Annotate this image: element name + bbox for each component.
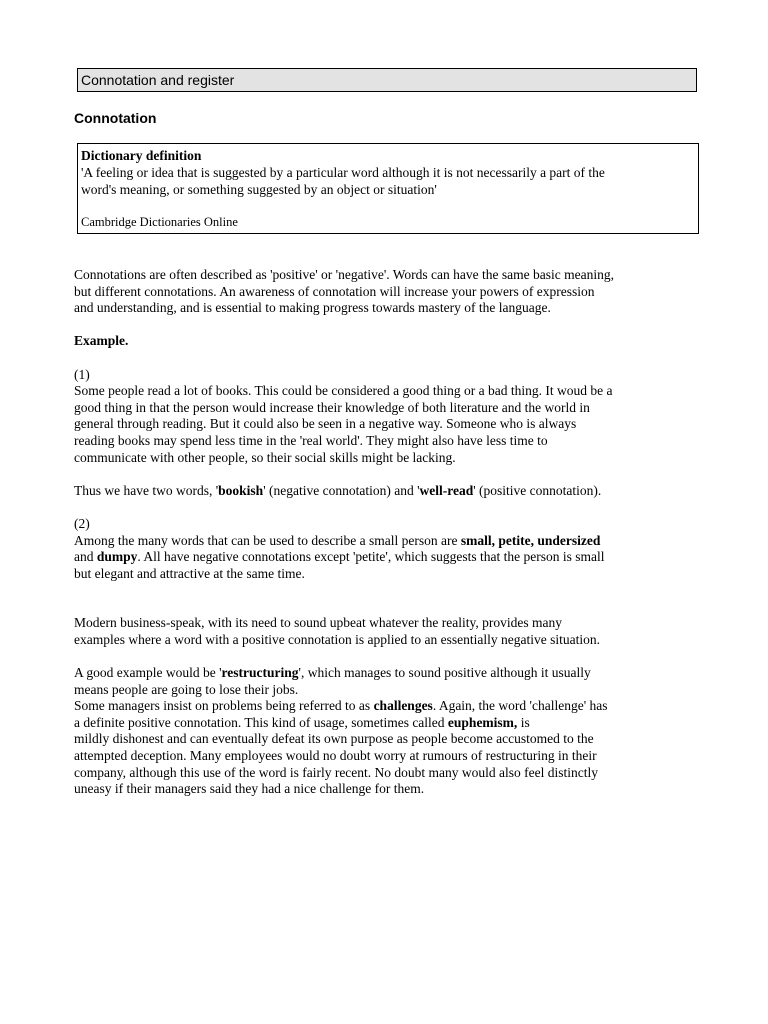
challenges-text: Some managers insist on problems being referred to as xyxy=(74,698,374,714)
example-two-line xyxy=(74,533,704,550)
restructuring-line: means people are going to lose their jobs. xyxy=(74,681,299,697)
challenges-line xyxy=(74,698,704,715)
example-two-text: Among the many words that can be used to describe a small person are xyxy=(74,532,461,548)
term-euphemism: euphemism, xyxy=(447,714,518,730)
challenges-text: a definite positive connotation. This kind of usage, sometimes called xyxy=(74,714,448,730)
example-two-text: and xyxy=(74,549,97,565)
example-number: (1) xyxy=(74,366,90,382)
term-bookish: bookish xyxy=(218,482,264,498)
challenges-line: uneasy if their managers said they had a nice challenge for them. xyxy=(74,781,425,797)
definition-line: word's meaning, or something suggested by an object or situation' xyxy=(81,182,437,197)
term-restructuring: restructuring xyxy=(221,665,299,681)
challenges-text: . Again, the word 'challenge' has xyxy=(432,698,608,714)
definition-box xyxy=(77,143,699,234)
restructuring-text: A good example would be ' xyxy=(74,665,222,681)
example-one-line: reading books may spend less time in the 'real world'. They might also have less time to xyxy=(74,432,548,448)
document-title-bar xyxy=(77,68,697,92)
example-two-line xyxy=(74,549,704,566)
term-well-read: well-read xyxy=(419,482,474,498)
challenges-line: mildly dishonest and can eventually defeat its own purpose as people become accustomed to the xyxy=(74,731,594,747)
body-text xyxy=(74,267,704,798)
example-number: (2) xyxy=(74,515,90,531)
business-line: examples where a word with a positive connotation is applied to an essentially negative situation. xyxy=(74,631,600,647)
example-one-line: Some people read a lot of books. This could be considered a good thing or a bad thing. It woud be a xyxy=(74,383,613,399)
intro-line: Connotations are often described as 'positive' or 'negative'. Words can have the same basic meaning, xyxy=(74,267,614,282)
intro-line: and understanding, and is essential to making progress towards mastery of the language. xyxy=(74,300,551,316)
summary-text: Thus we have two words, ' xyxy=(74,482,219,498)
example-one-line: good thing in that the person would increase their knowledge of both literature and the world in xyxy=(74,399,590,415)
definition-line: 'A feeling or idea that is suggested by a particular word although it is not necessarily a part of the xyxy=(81,165,605,180)
section-heading: Connotation xyxy=(74,110,157,126)
example-one-line: communicate with other people, so their social skills might be lacking. xyxy=(74,449,456,465)
challenges-line xyxy=(74,715,704,732)
term-challenges: challenges xyxy=(373,698,433,714)
definition-title: Dictionary definition xyxy=(81,148,202,163)
business-line: Modern business-speak, with its need to sound upbeat whatever the reality, provides many xyxy=(74,615,563,631)
definition-source: Cambridge Dictionaries Online xyxy=(81,215,238,229)
example-one-line: general through reading. But it could also be seen in a negative way. Someone who is always xyxy=(74,416,577,432)
summary-text: ' (positive connotation). xyxy=(473,482,602,498)
intro-line: but different connotations. An awareness of connotation will increase your powers of expression xyxy=(74,283,595,299)
challenges-text: is xyxy=(517,714,530,730)
challenges-line: company, although this use of the word is fairly recent. No doubt many would also feel distinctly xyxy=(74,764,599,780)
challenges-line: attempted deception. Many employees would no doubt worry at rumours of restructuring in their xyxy=(74,748,597,764)
restructuring-text: ', which manages to sound positive although it usually xyxy=(298,665,591,681)
example-two-text: . All have negative connotations except 'petite', which suggests that the person is small xyxy=(137,549,605,565)
example-two-line: but elegant and attractive at the same time. xyxy=(74,565,305,581)
example-one-summary xyxy=(74,483,704,500)
example-label: Example. xyxy=(74,333,129,349)
restructuring-line xyxy=(74,665,704,682)
term-small-petite-undersized: small, petite, undersized xyxy=(460,532,601,548)
summary-text: ' (negative connotation) and ' xyxy=(263,482,420,498)
document-title: Connotation and register xyxy=(81,72,235,88)
term-dumpy: dumpy xyxy=(96,549,138,565)
